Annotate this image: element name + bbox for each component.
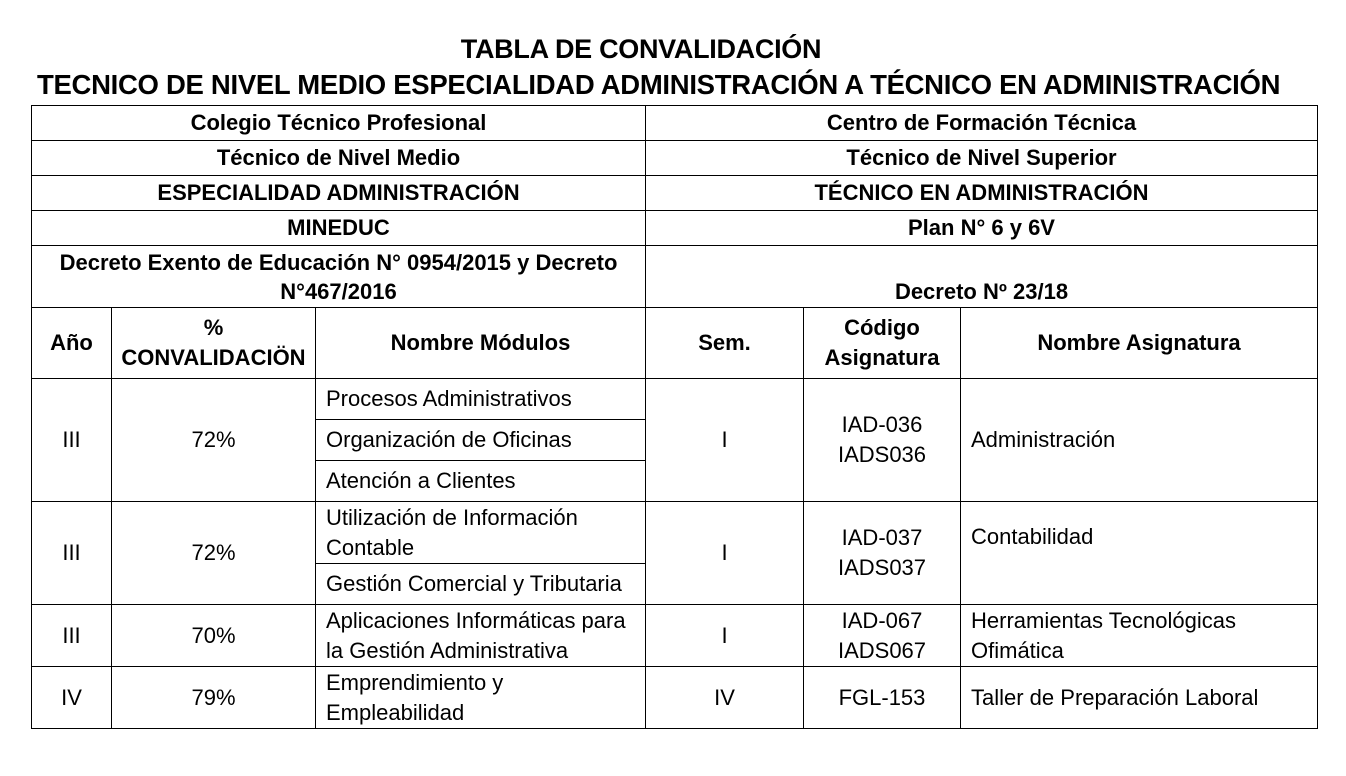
- left-institution: Colegio Técnico Profesional: [32, 106, 646, 141]
- row-year: III: [32, 379, 112, 502]
- right-institution: Centro de Formación Técnica: [646, 106, 1318, 141]
- row-code-secondary: IADS037: [837, 555, 927, 580]
- row-code: [804, 502, 961, 605]
- left-authority: MINEDUC: [32, 211, 646, 246]
- row-year: IV: [32, 667, 112, 729]
- document-title: TABLA DE CONVALIDACIÓN: [460, 34, 822, 64]
- row-code: [804, 667, 961, 729]
- row-code-primary: IAD-036: [841, 412, 923, 437]
- row-module: Atención a Clientes: [316, 461, 646, 502]
- row-subject: Herramientas Tecnológicas Ofimática: [961, 605, 1318, 667]
- table-row: [32, 605, 1318, 667]
- table-row: [32, 667, 1318, 729]
- row-year: III: [32, 605, 112, 667]
- header-row-decree: [32, 246, 1318, 308]
- col-subject: Nombre Asignatura: [961, 308, 1318, 379]
- row-code-secondary: IADS036: [837, 442, 927, 467]
- row-semester: I: [646, 502, 804, 605]
- row-subject: Administración: [961, 379, 1318, 502]
- row-subject: Taller de Preparación Laboral: [961, 667, 1318, 729]
- row-semester: IV: [646, 667, 804, 729]
- row-module: Gestión Comercial y Tributaria: [316, 564, 646, 605]
- col-percentage-symbol: %: [203, 315, 224, 340]
- col-code-line2: Asignatura: [824, 345, 940, 370]
- row-code-secondary: IADS067: [837, 637, 927, 663]
- right-level: Técnico de Nivel Superior: [646, 141, 1318, 176]
- table-row: [32, 502, 1318, 564]
- left-level: Técnico de Nivel Medio: [32, 141, 646, 176]
- row-percentage: 72%: [112, 379, 316, 502]
- row-percentage: 70%: [112, 605, 316, 667]
- row-code: [804, 605, 961, 667]
- header-row-level: [32, 141, 1318, 176]
- row-code-primary: IAD-037: [841, 525, 923, 550]
- row-code: [804, 379, 961, 502]
- col-code-line1: Código: [844, 315, 920, 340]
- header-row-authority: [32, 211, 1318, 246]
- column-header-row: [32, 308, 1318, 379]
- col-percentage: [112, 308, 316, 379]
- left-decree: Decreto Exento de Educación N° 0954/2015 y Decreto N°467/2016: [32, 246, 646, 308]
- header-row-institution: [32, 106, 1318, 141]
- right-specialty: TÉCNICO EN ADMINISTRACIÓN: [646, 176, 1318, 211]
- row-year: III: [32, 502, 112, 605]
- col-code: [804, 308, 961, 379]
- row-semester: I: [646, 605, 804, 667]
- document-subtitle: TECNICO DE NIVEL MEDIO ESPECIALIDAD ADMINISTRACIÓN A TÉCNICO EN ADMINISTRACIÓN: [37, 69, 1281, 100]
- row-subject: Contabilidad: [961, 502, 1318, 605]
- header-row-specialty: [32, 176, 1318, 211]
- convalidation-table: [31, 105, 1318, 729]
- right-plan: Plan N° 6 y 6V: [646, 211, 1318, 246]
- col-percentage-label: CONVALIDACIÖN: [121, 345, 306, 370]
- row-code-primary: IAD-067: [841, 607, 923, 633]
- col-semester: Sem.: [646, 308, 804, 379]
- right-decree: Decreto Nº 23/18: [646, 246, 1318, 308]
- col-year: Año: [32, 308, 112, 379]
- row-module: Emprendimiento y Empleabilidad: [316, 667, 646, 729]
- row-percentage: 79%: [112, 667, 316, 729]
- row-percentage: 72%: [112, 502, 316, 605]
- table-row: [32, 379, 1318, 420]
- col-modules: Nombre Módulos: [316, 308, 646, 379]
- row-module: Procesos Administrativos: [316, 379, 646, 420]
- row-code-primary: FGL-153: [838, 684, 926, 710]
- row-module: Aplicaciones Informáticas para la Gestión Administrativa: [316, 605, 646, 667]
- left-specialty: ESPECIALIDAD ADMINISTRACIÓN: [32, 176, 646, 211]
- row-module: Organización de Oficinas: [316, 420, 646, 461]
- row-module: Utilización de Información Contable: [316, 502, 646, 564]
- row-semester: I: [646, 379, 804, 502]
